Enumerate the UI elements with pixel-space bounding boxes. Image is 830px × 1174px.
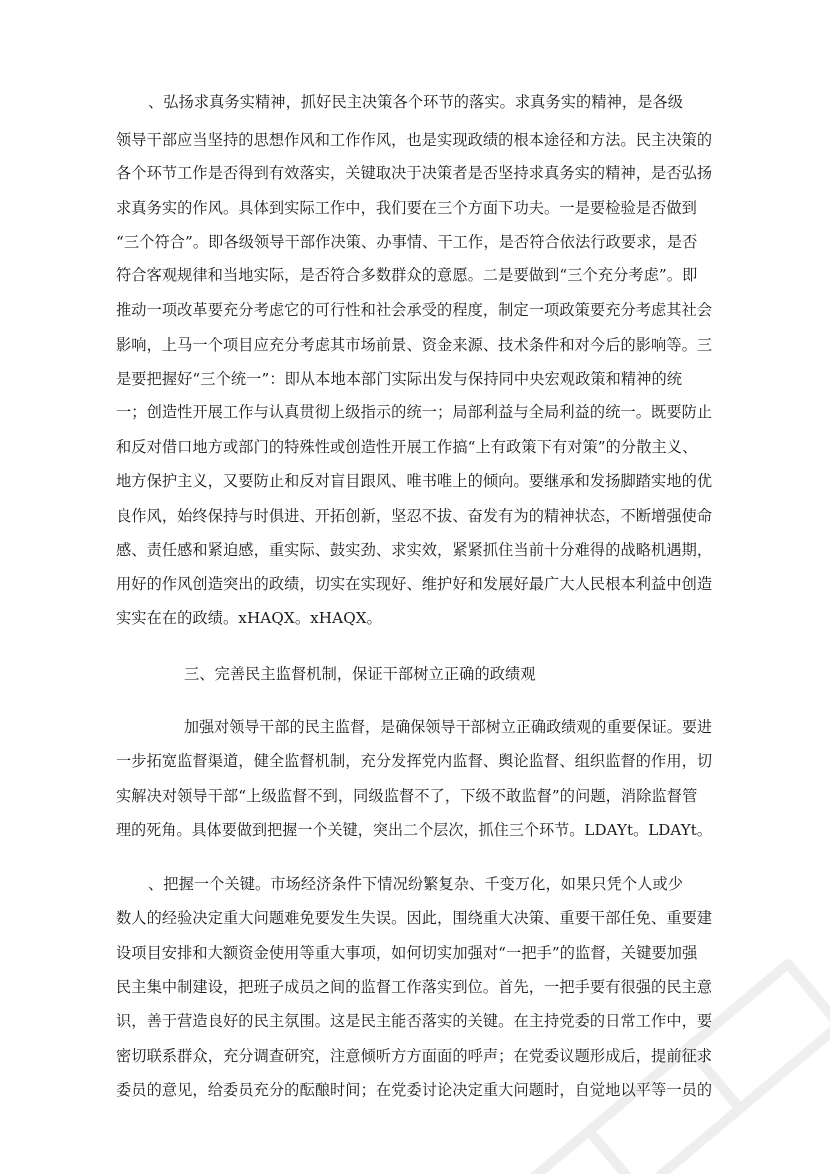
text-line: 符合客观规律和当地实际，是否符合多数群众的意愿。二是要做到“三个充分考虑”。即 <box>116 266 698 284</box>
text-line: 识，善于营造良好的民主氛围。这是民主能否落实的关键。在主持党委的日常工作中，要 <box>116 1012 713 1030</box>
text-line: 密切联系群众，充分调查研究，注意倾听方方面面的呼声；在党委议题形成后，提前征求 <box>116 1047 713 1065</box>
text-line: 、弘扬求真务实精神，抓好民主决策各个环节的落实。求真务实的精神，是各级 <box>148 93 684 111</box>
text-line: 推动一项改革要充分考虑它的可行性和社会承受的程度，制定一项政策要充分考虑其社会 <box>116 301 713 319</box>
text-line: 用好的作风创造突出的政绩，切实在实现好、维护好和发展好最广大人民根本利益中创造 <box>116 575 713 593</box>
text-line: 各个环节工作是否得到有效落实，关键取决于决策者是否坚持求真务实的精神，是否弘扬 <box>116 164 713 182</box>
text-line: 加强对领导干部的民主监督，是确保领导干部树立正确政绩观的重要保证。要进 <box>184 718 713 736</box>
text-line: 一；创造性开展工作与认真贯彻上级指示的统一；局部利益与全局利益的统一。既要防止 <box>116 403 713 421</box>
text-line: 影响，上马一个项目应充分考虑其市场前景、资金来源、技术条件和对今后的影响等。三 <box>116 336 713 354</box>
text-line: 求真务实的作风。具体到实际工作中，我们要在三个方面下功夫。一是要检验是否做到 <box>116 199 697 217</box>
text-line: 实解决对领导干部“上级监督不到，同级监督不了，下级不敢监督”的问题，消除监督管 <box>116 787 698 805</box>
text-line: 数人的经验决定重大问题难免要发生失误。因此，围绕重大决策、重要干部任免、重要建 <box>116 909 713 927</box>
text-line: 是要把握好“三个统一”：即从本地本部门实际出发与保持同中央宏观政策和精神的统 <box>116 370 683 388</box>
text-line: 一步拓宽监督渠道，健全监督机制，充分发挥党内监督、舆论监督、组织监督的作用，切 <box>116 752 713 770</box>
section-heading: 三、完善民主监督机制，保证干部树立正确的政绩观 <box>184 665 536 683</box>
text-line: 、把握一个关键。市场经济条件下情况纷繁复杂、千变万化，如果只凭个人或少 <box>148 875 684 893</box>
text-line: 和反对借口地方或部门的特殊性或创造性开展工作搞“上有政策下有对策”的分散主义、 <box>116 438 698 456</box>
text-line: 良作风，始终保持与时俱进、开拓创新，坚忍不拔、奋发有为的精神状态，不断增强使命 <box>116 507 713 525</box>
text-line: 地方保护主义，又要防止和反对盲目跟风、唯书唯上的倾向。要继承和发扬脚踏实地的优 <box>116 472 713 490</box>
text-line: 委员的意见，给委员充分的酝酿时间；在党委讨论决定重大问题时，自觉地以平等一员的 <box>116 1081 713 1099</box>
text-line: 实实在在的政绩。xHAQX。xHAQX。 <box>116 609 382 627</box>
text-line: 设项目安排和大额资金使用等重大事项，如何切实加强对“一把手”的监督，关键要加强 <box>116 944 698 962</box>
text-line: 感、责任感和紧迫感，重实际、鼓实劲、求实效，紧紧抓住当前十分难得的战略机遇期， <box>116 541 713 559</box>
text-line: 民主集中制建设，把班子成员之间的监督工作落实到位。首先，一把手要有很强的民主意 <box>116 978 713 996</box>
text-line: 理的死角。具体要做到把握一个关键，突出二个层次，抓住三个环节。LDAYt。LDAYt。 <box>116 821 712 839</box>
text-line: 领导干部应当坚持的思想作风和工作作风，也是实现政绩的根本途径和方法。民主决策的 <box>116 131 713 149</box>
text-line: “三个符合”。即各级领导干部作决策、办事情、干工作，是否符合依法行政要求，是否 <box>116 233 698 251</box>
